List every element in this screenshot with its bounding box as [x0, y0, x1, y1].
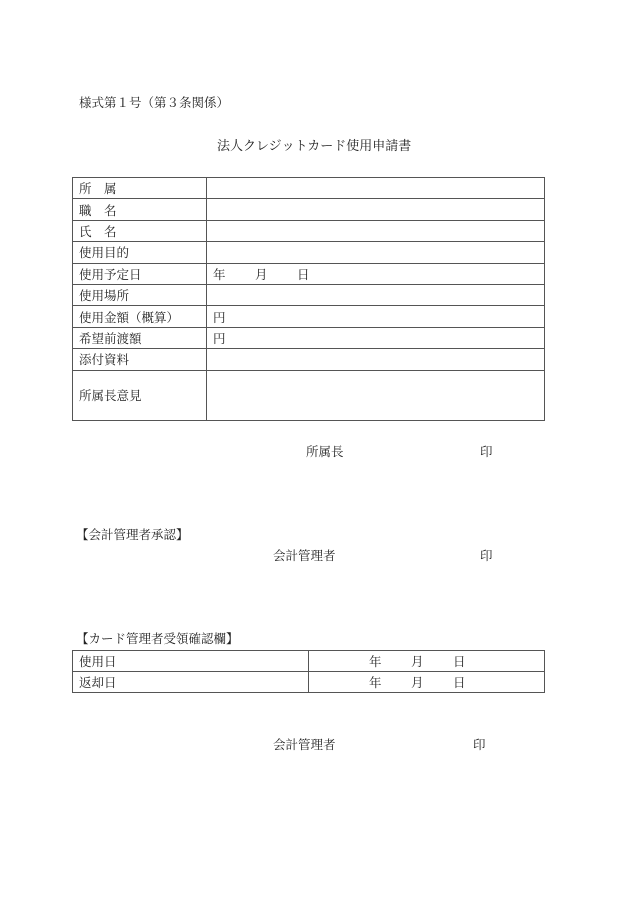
month-label: 月 — [411, 654, 424, 669]
day-label: 日 — [453, 654, 466, 669]
dept-head-opinion-field[interactable] — [207, 370, 545, 420]
table-row — [73, 306, 545, 327]
year-label: 年 — [213, 266, 226, 282]
table-row — [73, 178, 545, 199]
table-row — [73, 220, 545, 241]
seal-mark: 印 — [480, 444, 493, 459]
table-row — [73, 263, 545, 284]
table-row — [73, 651, 545, 672]
table-row — [73, 199, 545, 220]
attachments-field[interactable] — [207, 349, 545, 370]
month-label: 月 — [411, 675, 424, 690]
row-label: 使用日 — [73, 651, 309, 672]
seal-mark: 印 — [473, 737, 486, 752]
day-label: 日 — [453, 675, 466, 690]
row-label: 添付資料 — [73, 349, 207, 370]
return-date-field[interactable] — [309, 672, 545, 693]
table-row — [73, 349, 545, 370]
location-field[interactable] — [207, 284, 545, 305]
use-date-field[interactable] — [309, 651, 545, 672]
year-label: 年 — [369, 654, 382, 669]
card-receipt-table — [72, 650, 545, 693]
card-receipt-heading: 【カード管理者受領確認欄】 — [76, 631, 239, 646]
row-label: 返却日 — [73, 672, 309, 693]
row-label: 使用場所 — [73, 284, 207, 305]
year-label: 年 — [369, 675, 382, 690]
application-table — [72, 177, 545, 421]
row-label: 所 属 — [73, 178, 207, 199]
row-label: 職 名 — [73, 199, 207, 220]
page-title: 法人クレジットカード使用申請書 — [217, 139, 412, 154]
table-row — [73, 327, 545, 348]
purpose-field[interactable] — [207, 242, 545, 263]
advance-amount-field[interactable]: 円 — [207, 327, 545, 348]
accounting-manager-label: 会計管理者 — [273, 548, 336, 563]
table-row — [73, 370, 545, 420]
accounting-approval-heading: 【会計管理者承認】 — [76, 527, 189, 542]
form-number: 様式第１号（第３条関係） — [79, 95, 230, 110]
job-title-field[interactable] — [207, 199, 545, 220]
dept-head-label: 所属長 — [306, 444, 344, 459]
table-row — [73, 672, 545, 693]
day-label: 日 — [297, 266, 310, 282]
row-label: 使用予定日 — [73, 263, 207, 284]
affiliation-field[interactable] — [207, 178, 545, 199]
row-label: 所属長意見 — [73, 370, 207, 420]
row-label: 希望前渡額 — [73, 327, 207, 348]
row-label: 氏 名 — [73, 220, 207, 241]
table-row — [73, 284, 545, 305]
row-label: 使用金額（概算） — [73, 306, 207, 327]
planned-date-field[interactable] — [207, 263, 545, 284]
name-field[interactable] — [207, 220, 545, 241]
accounting-manager-label: 会計管理者 — [273, 737, 336, 752]
month-label: 月 — [255, 266, 268, 282]
seal-mark: 印 — [480, 548, 493, 563]
row-label: 使用目的 — [73, 242, 207, 263]
table-row — [73, 242, 545, 263]
estimated-amount-field[interactable]: 円 — [207, 306, 545, 327]
